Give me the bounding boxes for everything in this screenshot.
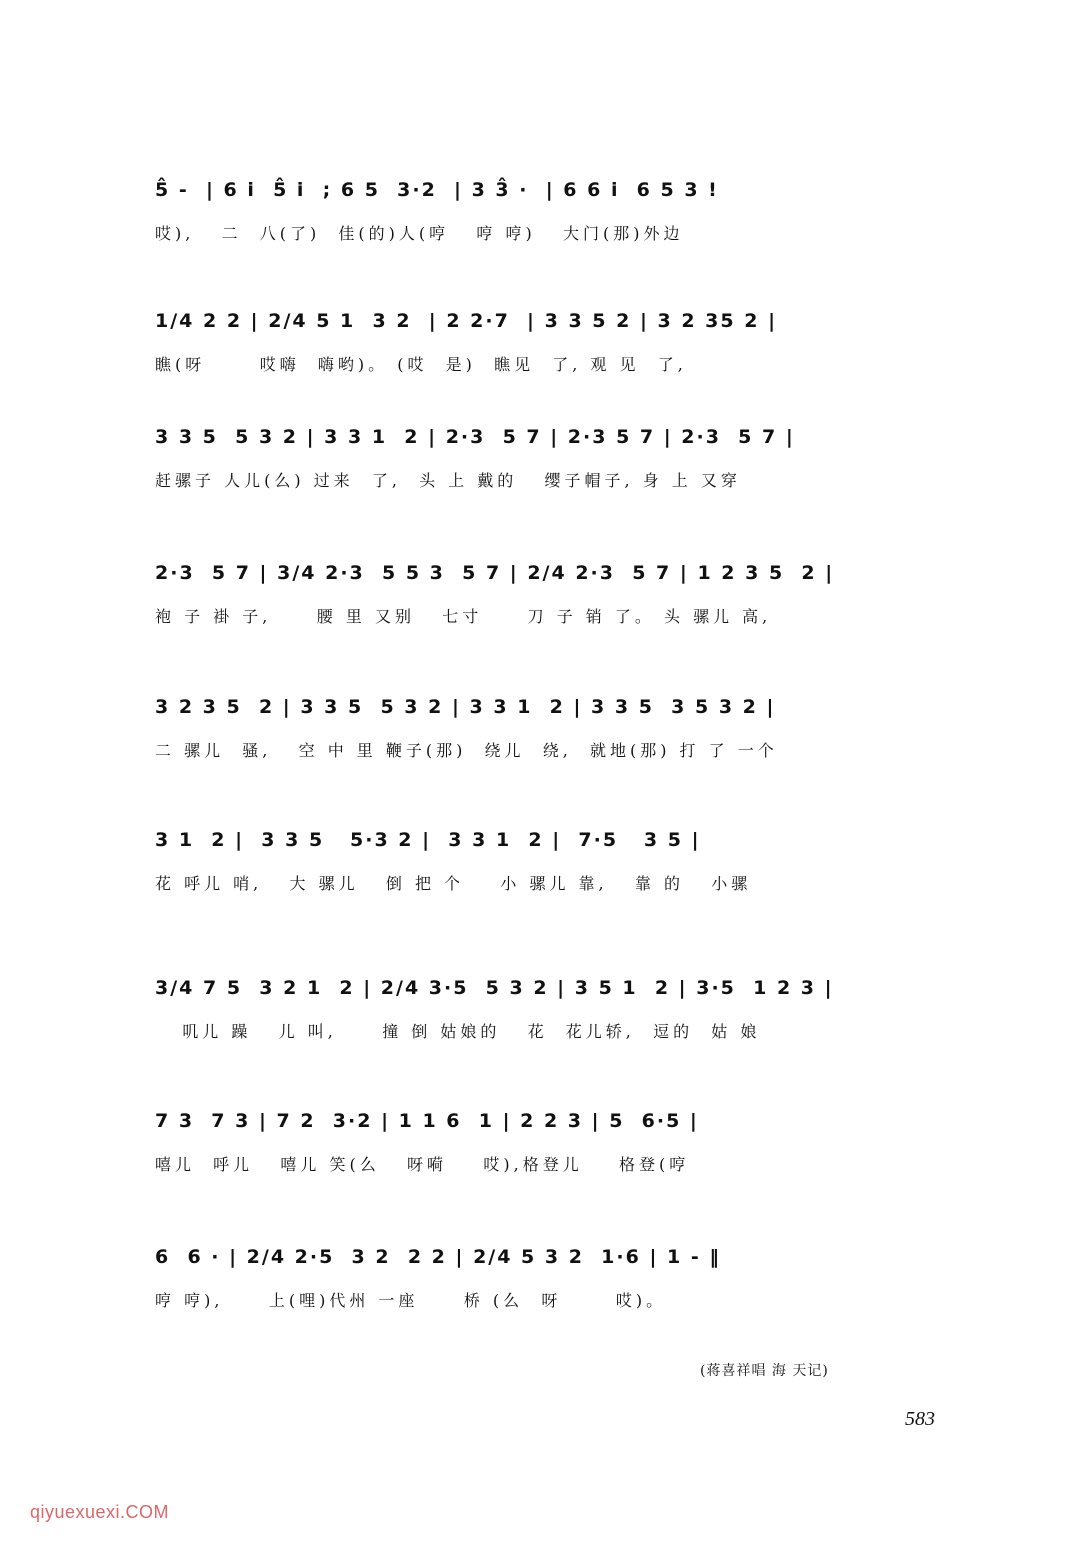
page-number: 583	[905, 1408, 935, 1430]
lyrics-line: 赶骡子 人儿(么) 过来 了, 头 上 戴的 缨子帽子, 身 上 又穿	[155, 471, 741, 490]
watermark-text: qiyuexuexi.COM	[30, 1502, 170, 1522]
numbered-notation-line: 1/4 2 2 | 2/4 5 1 3 2 | 2 2·7 | 3 3 5 2 | 3 2 35 2 |	[155, 310, 778, 332]
lyrics-line: 花 呼儿 哨, 大 骡儿 倒 把 个 小 骡儿 靠, 靠 的 小骡	[155, 874, 752, 893]
numbered-notation-line: 7 3 7 3 | 7 2 3·2 | 1 1 6 1 | 2 2 3 | 5 6·5 |	[155, 1110, 699, 1132]
score-system-1	[0, 165, 1086, 285]
numbered-notation-line: 3 1 2 | 3 3 5 5·3 2 | 3 3 1 2 | 7·5 3 5 |	[155, 829, 701, 851]
lyrics-line: 嘻儿 呼儿 嘻儿 笑(么 呀嗬 哎),格登儿 格登(哼	[155, 1155, 690, 1174]
score-system-9	[0, 1232, 1086, 1352]
score-system-7	[0, 963, 1086, 1083]
lyrics-line: 叽儿 躁 儿 叫, 撞 倒 姑娘的 花 花儿轿, 逗的 姑 娘	[155, 1022, 761, 1041]
numbered-notation-line: 6 6 · | 2/4 2·5 3 2 2 2 | 2/4 5 3 2 1·6 | 1 - ‖	[155, 1246, 721, 1268]
score-system-5	[0, 682, 1086, 802]
numbered-notation-line: 3/4 7 5 3 2 1 2 | 2/4 3·5 5 3 2 | 3 5 1 2 | 3·5 1 2 3 |	[155, 977, 834, 999]
score-system-2	[0, 296, 1086, 416]
score-system-6	[0, 815, 1086, 935]
numbered-notation-line: 3 2 3 5 2 | 3 3 5 5 3 2 | 3 3 1 2 | 3 3 5 3 5 3 2 |	[155, 696, 776, 718]
lyrics-line: 袍 子 褂 子, 腰 里 又别 七寸 刀 子 销 了。 头 骡儿 高,	[155, 607, 772, 626]
lyrics-line: 哎), 二 八(了) 佳(的)人(哼 哼 哼) 大门(那)外边	[155, 224, 684, 243]
numbered-notation-line: 3 3 5 5 3 2 | 3 3 1 2 | 2·3 5 7 | 2·3 5 7 | 2·3 5 7 |	[155, 426, 795, 448]
score-system-3	[0, 412, 1086, 532]
lyrics-line: 瞧(呀 哎嗨 嗨哟)。 (哎 是) 瞧见 了, 观 见 了,	[155, 355, 687, 374]
score-system-4	[0, 548, 1086, 668]
numbered-notation-line: 5̂ - | 6 i 5̂ i ; 6 5 3·2 | 3 3̂ · | 6 6 i 6 5 3 !	[155, 179, 719, 201]
site-watermark	[30, 1502, 250, 1528]
score-system-8	[0, 1096, 1086, 1216]
singer-credit: (蒋喜祥唱 海 天记)	[700, 1363, 829, 1379]
numbered-notation-line: 2·3 5 7 | 3/4 2·3 5 5 3 5 7 | 2/4 2·3 5 7 | 1 2 3 5 2 |	[155, 562, 835, 584]
lyrics-line: 哼 哼), 上(哩)代州 一座 桥 (么 呀 哎)。	[155, 1291, 667, 1310]
lyrics-line: 二 骡儿 骚, 空 中 里 鞭子(那) 绕儿 绕, 就地(那) 打 了 一个	[155, 741, 778, 760]
